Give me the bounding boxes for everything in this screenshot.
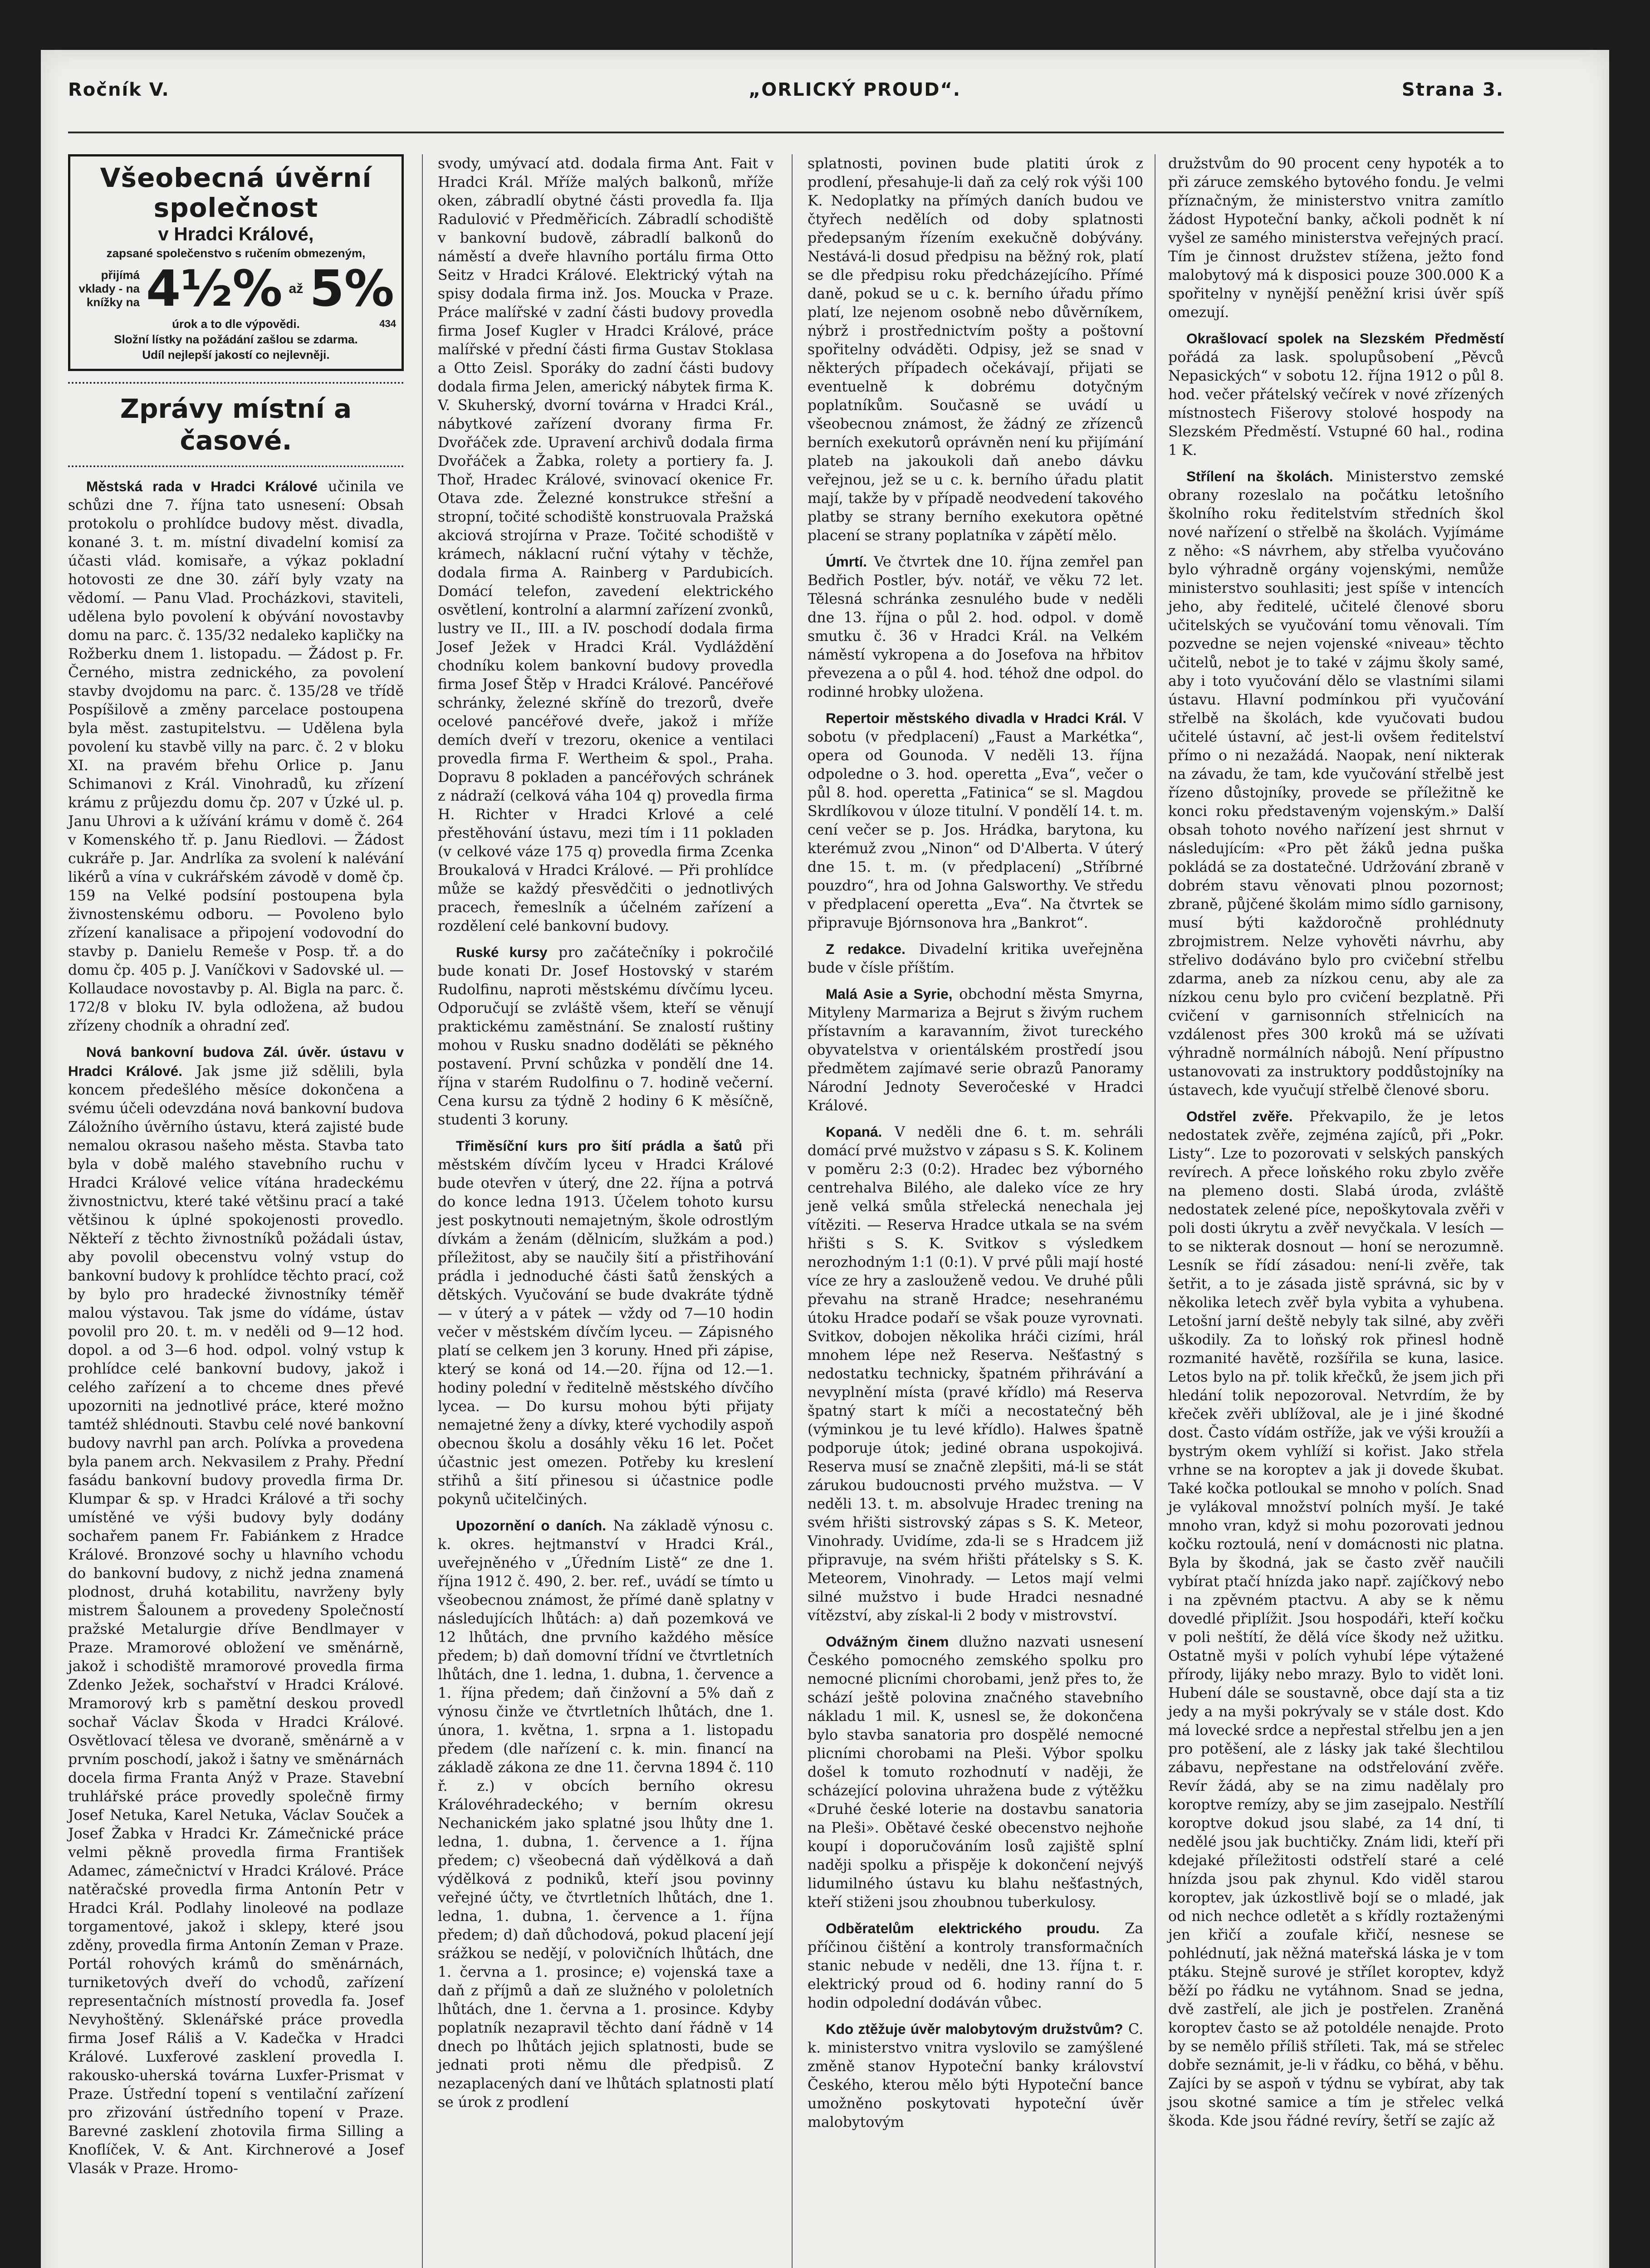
article-text: učinila ve schůzi dne 7. října tato usnesení: Obsah protokolu o prohlídce budovy měst. divadla, konané 3. t. m. místní divadelní komisí za účasti vlád. komisaře, a výkaz pokladní hotovosti ze dne 30. září byly vzaty na vědomí. — Panu Vlad. Procházkovi, staviteli, udělena bylo povolení k obývání novostavby domu na parc. č. 135/32 nedaleko kapličky na Rožberku dnem 1. listopadu. — Žádost p. Fr. Černého, mistra zednického, za povolení stavby dvojdomu na parc. č. 135/28 ve třídě Pospíšilově a změny parcelace postoupena byla měst. zastupitelstvu. — Udělena byla povolení ku stavbě villy na parc. č. 2 v bloku XI. na pravém břehu Orlice p. Janu Schimanovi z Král. Vinohradů, ku zřízení krámu z průjezdu domu čp. 207 v Úzké ul. p. Janu Uhrovi a k užívání krámu v domě č. 264 v Komenského tř. p. Janu Riedlovi. — Žádost cukráře p. Jar. Andrlíka za svolení k nalévání likérů a vína v cukrářském závodě v domě čp. 159 na Velké podsíní postoupena byla živnostenskému odboru. — Povoleno bylo zřízení kanalisace a připojení vodovodní do stavby p. Danielu Remeše v Posp. tř. a do domu čp. 405 p. J. Vaníčkovi v Sadovské ul. — Kollaudace novostavby p. Al. Bigla na parc. č. 172/8 v bloku IV. byla odložena, až budou zřízeny chodník a ohradní zeď.: [68, 479, 404, 1034]
article-lead: Upozornění o daních.: [456, 1517, 607, 1534]
article-lead: Nová bankovní budova Zál. úvěr. ústavu v Hradci Králové.: [68, 1044, 404, 1079]
column-1: [68, 154, 404, 2179]
article: [438, 154, 774, 936]
ad-best: Udíl nejlepší jakostí co nejlevněji.: [142, 348, 330, 362]
article-text: Divadelní kritika uveřejněna bude v čísle příštím.: [808, 941, 1143, 976]
article: [808, 1633, 1143, 1912]
article-text: obchodní města Smyrna, Mityleny Marmariza a Bejrut s živým ruchem přístavním a karavanním, život tureckého obyvatelstva v orientálském prostředí jsou předmětem zajímavé serie obrazů Panoramy Národní Jednoty Severočeské v Hradci Králové.: [808, 986, 1143, 1114]
section-heading-box: [68, 382, 404, 467]
article: [68, 1043, 404, 2178]
ad-rate-and: až: [289, 281, 304, 296]
article-lead: Odvážným činem: [826, 1633, 949, 1650]
article-text: Překvapilo, že je letos nedostatek zvěře, zejména zajíců, při „Pokr. Listy“. Lze to pozorovati v selských panských revírech. A přece loňského roku zbylo zvěře na plemeno dosti. Slabá úroda, zvláště nedostatek zelené píce, nepoškytovala zvěři v poli dosti úkrytu a zvěř nevyčkala. V lesích — to se nikterak dosnout — honí se nerozumně. Lesník se řídí zásadou: není-li zvěře, tak šetřit, a to je zásada jistě správná, sic by v několika letech zvěř byla vybita a vyhubena. Letošní jarní deště nebyly tak silné, aby zvěři uškodily. Za to loňský rok přinesl hodně rozmanité havětě, rozšířila se kuna, lasice. Letos bylo na př. tolik křečků, že jsem jich při hledání tolik nepozoroval. Netvrdím, že by křeček zvěři ublížoval, ale je i jiné škodné dost. Často vídám ostříže, jak ve výši kroužíi a bystrým okem vyhlíží si kořist. Jako střela vrhne se na koroptev a jak ji dovede škubat. Také kočka potloukal se mnoho v polích. Snad je vylákoval množství polních myší. Je také mnoho vran, když si mohu pozorovati jednou kočku roztoulá, není v domácnosti nic platna. Byla by škodná, jak se často zvěř naučili vybírat ptačí hnízda jako např. zajíčkový nebo i na zpěvném ptactvu. A aby se k němu dovedlé připlížit. Jsou hospodáři, kteří kočku v poli neštítí, že dělá více škody než užitku. Ostatně myši v polích vyhubí lépe výtažené přírody, lijáky nebo mrazy. Bylo to vidět loni. Hubení dále se soustavně, obce dají sta a tiz jedy a na myši pokrývaly se v stále dost. Kdo má lovecké srdce a nepřestal střelbu jen a jen pro potěšení, ale z lásky jak také šlechtilou zábavu, nepřestane na odstřelování zvěře. Revír žádá, aby se na zimu nadělaly pro koroptve remízy, aby se jim zasejpalo. Nestřílí koroptve dokud jsou slabé, za 14 dní, ti nedělé jsou jak buchtičky. Znám lidi, kteří při kdejaké příležitosti odstřelí staré a celé hnízda jsou pak zhynul. Kdo viděl starou koroptev, jak úzkostlivě bojí se o mladé, jak od nich nechce odletět a s křídly roztaženými jen křičí a zoufale křičí, nesnese se pohlédnutí, jak něžná mateřská láska je v tom ptáku. Stejně surové je střílet koroptev, když běží po řádku ne vytáhnom. Snad se jedna, dvě zastřelí, ale jich je postřelen. Zraněná koroptev často se až potoldéle nenajde. Proto by se nemělo příliš stříleti. Tak, má se střelec dobře seznámit, je-li v řádku, co běhá, v běhu. Zajíci by se aspoň v týdnu se vybírat, aby tak jsou skotné samice a tím je střelec velká škoda. Kde jsou řádné revíry, šetří se zajíc až: [1168, 1109, 1504, 2129]
article: [808, 154, 1143, 545]
column-2: [438, 154, 774, 2113]
article-lead: Kopaná.: [826, 1124, 882, 1140]
article-text: dlužno nazvati usnesení Českého pomocného zemského spolku pro nemocné plicními chorobami, jenž přes to, že schází ještě polovina značného stavebního nákladu 1 mil. K, usnesl se, že dokončena bylo stavba sanatoria pro dospělé nemocné plicními chorobami na Pleši. Výbor spolku došel k tomuto rozhodnutí v naději, že scházející polovina uhražena bude z výtěžku «Druhé české loterie na dostavbu sanatoria na Pleši». Obětavé české obecenstvo nejhoňe koupí i doporučováním losů zajiště splní naději spolku a přispěje k dokončení nejvýš lidumilného ústavu ku blahu nešťastných, kteří stiženi jsou zhoubnou tuberkulosy.: [808, 1634, 1144, 1911]
article-text: splatnosti, povinen bude platiti úrok z prodlení, přesahuje-li daň za celý rok výši 100 K. Nedoplatky na přímých daních budou ve čtyřech nedělích od doby splatnosti předepsaným řízením exekučně dobývány. Nestává-li dosud předpisu na běžný rok, platí se dle předpisu roku předcházejícího. Přímé daně, pokud se u c. k. berního úřadu přímo platí, lze nejenom osobně nebo důvěrníkem, nýbrž i prostřednictvím pošty a poštovní spořitelny odváděti. Odpisy, jež se snad v některých případech očekávají, přijati se eventuelně k dobrému dotyčným poplatníkům. Současně se uvádí u všeobecnou známost, že žádný ze zřízenců berních exekutorů oprávněn není ku přijímání plateb na jakoukoli daň anebo dávku veřejnou, jež se u c. k. berního úřadu platit mají, takže by v případě neodvedení takového platby se strany berního exekutora opětné placení se strany poplatníka v zápětí mělo.: [808, 156, 1143, 544]
ad-city: v Hradci Králové,: [158, 223, 314, 244]
article-text: pořádá za lask. spolupůsobení „Pěvců Nepasických“ v sobotu 12. října 1912 o půl 8. hod. večer přátelský večírek v nové zřízených místnostech Fišerovy stolové hospody na Slezském Předměstí. Vstupné 60 hal., rodina 1 K.: [1168, 349, 1504, 459]
article: [68, 477, 404, 1036]
bank-advertisement: [68, 154, 404, 371]
article: [808, 552, 1143, 702]
article-lead: Z redakce.: [826, 941, 906, 957]
column-divider: [792, 154, 793, 2268]
header-rule: [68, 132, 1504, 133]
article: [438, 943, 774, 1129]
page-number: Strana 3.: [1401, 79, 1504, 100]
article-text: svody, umývací atd. dodala firma Ant. Fait v Hradci Král. Mříže malých balkonů, mříže oken, zábradlí obytné části provedla fa. Ilja Radulović v Předměřicích. Zábradlí schodiště v bankovní budově, zábradlí balkonů do náměstí a dveře hlavního portálu firma Otto Seitz v Hradci Králové. Elektrický výtah na spisy dodala firma inž. Jos. Moucka v Praze. Práce malířské v zadní části budovy provedla firma Josef Kugler v Hradci Králové, práce malířské v přední části firma Gustav Stoklasa a Otto Zeisl. Sporáky do zadní části budovy dodala firma Jelen, americký nábytek firma K. V. Skuherský, dvorní továrna v Hradci Král., nábytkové zařízení dvorany firma Fr. Dvořáček zde. Upravení archivů dodala firma Dvořáček a Žabka, rolety a portiery fa. J. Thoř, Hradec Králové, svinovací okenice Fr. Otava zde. Železné konstrukce střešní a stropní, točité schodiště konstruovala Pražská akciová strojírna v Praze. Točité schodiště v krámech, náklacní ruční výtahy v těchže, dodala firma A. Rainberg v Pardubicích. Domácí telefon, zavedení elektrického osvětlení, kontrolní a alarmní zařízení zvonků, lustry ve II., III. a IV. poschodí dodala firma Josef Ježek v Hradci Král. Vydláždění chodníku kolem bankovní budovy provedla firma Josef Štěp v Hradci Králové. Pancéřové schránky, železné skříně do trezorů, dveře ocelové pancéřové dveře, jakož i mříže demích dveří v trezoru, okenice a ventilaci provedla firma F. Wertheim & spol., Praha. Dopravu 8 pokladen a pancéřových schránek z nádraží (celková váha 104 q) provedla firma H. Richter v Hradci Krlové a celé přestěhování ústavu, mezi tím i 11 pokladen (v celkové váze 175 q) provedla firma Zcenka Broukalová v Hradci Králové. — Při prohlídce může se každý přesvědčiti o jednotlivých pracech, řemeslník a účelném zařízení a rozdělení celé bankovní budovy.: [438, 156, 774, 934]
column-3: [808, 154, 1143, 2133]
ad-interest-line: [78, 316, 394, 332]
article: [808, 940, 1143, 978]
section-title: Zprávy místní a časové.: [120, 393, 352, 456]
article: [438, 1137, 774, 1509]
article-lead: Ruské kursy: [456, 944, 548, 960]
article: [1168, 154, 1504, 322]
article-lead: Repertoir městského divadla v Hradci Král.: [826, 710, 1127, 726]
article: [808, 985, 1143, 1115]
article-lead: Malá Asie a Syrie,: [826, 986, 953, 1002]
article-text: při městském dívčím lyceu v Hradci Králové bude otevřen v úterý, dne 22. října a potrvá do konce ledna 1913. Účelem tohoto kursu jest poskytnouti nemajetným, škole odrostlým dívkám a ženám (dělnicím, služkám a pod.) příležitost, aby se naučily šití a přistřihování prádla i jednoduché části šatů ženských a dětských. Vyučování se bude dvakráte týdně — v úterý a v pátek — vždy od 7—10 hodin večer v městském dívčím lyceu. — Zápisného platí se celkem jen 3 koruny. Hned při zápise, který se koná od 14.—20. října od 12.—1. hodiny polední v ředitelně městského dívčího lycea. — Do kursu mohou býti přijaty nemajetné ženy a dívky, které vychodily aspoň obecnou školu a dosáhly věku 16 let. Počet účastnic jest omezen. Potřeby ku kreslení střihů a šití přinesou si účastnice podle pokynů učitelčiných.: [438, 1138, 774, 1508]
masthead-title: „ORLICKÝ PROUD“.: [749, 79, 961, 100]
ad-accepts: přijímá vklady - na knížky na: [78, 268, 140, 309]
page-header: [68, 70, 1504, 111]
ad-desc: zapsané společenstvo s ručením obmezeným,: [106, 246, 366, 260]
article-text: V neděli dne 6. t. m. sehráli domácí prvé mužstvo v zápasu s S. K. Kolinem v poměru 2:3 (0:2). Hradec bez výborného centrehalva Bilého, ale daleko více ze hry jeně velká smůla střelecká nenechala jej vítěziti. — Reserva Hradce utkala se na svém hřišti s S. K. Svitkov s výsledkem nerozhodným 1:1 (0:1). V prvé půli mají hosté více ze hry a zaslouženě vedou. Ve druhé půli převahu na straně Hradce; nesehranému útoku Hradce podaří se však pouze vyrovnati. Svitkov, dobojen několika hráči cizími, hrál mnohem lépe než Reserva. Nešťastný s nedostatku technicky, špatném přihrávání a nevyplnění místa (pravé křídlo) má Reserva špatný start k míči a necostatečný běh (výminkou je tu levé křídlo). Halwes špatně podporuje útok; jediné obrana uspokojivá. Reserva musí se značně zlepšiti, má-li se stát zárukou budoucnosti prvého mužstva. — V neděli 13. t. m. absolvuje Hradec trening na svém hřišti sistrovský zápas s S. K. Meteor, Vinohrady. Uvidíme, zda-li se s Hradcem již připravuje, na svém hřišti přátelsky s S. K. Meteorem, Vinohrady. — Letos mají velmi silné mužstvo i bude Hradci nesnadné vítězství, aby získal-li 2 body v mistrovství.: [808, 1124, 1143, 1624]
article: [1168, 467, 1504, 1100]
article-text: Na základě výnosu c. k. okres. hejtmanství v Hradci Král., uveřejněného v „Úředním Listě“ ze dne 1. října 1912 č. 490, 2. ber. ref., uvádí se tímto u všeobecnou známost, že přímé daně splatny v následujících lhůtách: a) daň pozemková ve 12 lhůtách, dne prvního každého měsíce předem; b) daň domovní třídní ve čtvrtletních lhůtách, dne 1. ledna, 1. dubna, 1. července a 1. října předem; daň činžovní a 5% daň z výnosu činže ve čtvrtletních lhůtách, dne 1. února, 1. května, 1. srpna a 1. listopadu předem (dle nařízení c. k. min. financí na základě zákona ze dne 11. června 1894 č. 110 ř. z.) v obcích berního okresu Královéhradeckého; v berním okresu Nechanickém jako splatné jsou lhůty dne 1. ledna, 1. dubna, 1. července a 1. října předem; c) všeobecná daň výdělková a daň výdělková z podniků, kteří jsou povinny veřejné účty, ve čtvrtletních lhůtách, dne 1. ledna, 1. dubna, 1. července a 1. října předem; d) daň důchodová, pokud placení její srážkou se nedějí, v polovičních lhůtách, dne 1. června a 1. prosince; e) vojenská taxe a daň z příjmů a daň ze služného v pololetních lhůtách, dne 1. června a 1. prosince. Kdyby poplatník nezapravil těchto daní řádně v 14 dnech po lhůtách jejich splatnosti, bude se jednati proti němu dle předpisů. Z nezaplacených daní ve lhůtách splatnosti platí se úrok z prodlení: [438, 1518, 774, 2111]
ad-rate-row: [78, 259, 394, 318]
ad-title: Všeobecná úvěrní společnost: [100, 162, 372, 223]
article-text: Ministerstvo zemské obrany rozeslalo na počátku letošního školního roku ředitelstvím středních škol nové nařízení o střelbě na školách. Vyjímáme z něho: «S návrhem, aby střelba vyučováno bylo výhradně orgány vojenskými, nemůže ministerstvo souhlasiti; jest spíše v intencích jeho, aby ředitelé, učitelé členové sboru učitelských se vyučování tomu věnovali. Tím pozvedne se nejen vojenské «niveau» těchto učitelů, nebot je to také v zájmu školy samé, aby i toto vyučování dělo se vlastními silami ústavu. Hlavní podmínkou při vyučování střelbě na školách, kde vyučovati budou učitelé ústavní, ač jest-li ovšem ředitelství přímo o ni nezažádá. Naopak, není nikterak na závadu, že tam, kde vyučování střelbě jest řízeno důstojníky, provede se příležitně ke konci roku představeným vojenským.» Další obsah tohoto nového nařízení jest shrnut v následujícím: «Pro pět žáků jedna puška pokládá se za dostatečné. Udržování zbraně v dobrém stavu věnovati plnou pozornost; zbraně, půjčené školám mimo sídlo garnisony, musí býti každoročně prohlédnuty zbrojmistrem. Nelze vyhověti návrhu, aby střelivo dodáváno bylo pro cvičební střelbu zdarma, aneb za nízkou cenu, aby ale za nízkou cenu bylo pro cvičení bezplatně. Při cvičení v garnisonních střelnicích na vzdálenost přes 300 kroků má se užívati výhradně normálních nábojů. Není přípustno ustanovovati za instruktory poddůstojníky na ústavech, kde vyučují střelbě členové sboru.: [1168, 469, 1504, 1099]
volume-label: Ročník V.: [68, 79, 170, 100]
article-lead: Úmrtí.: [826, 553, 867, 570]
article-text: pro začátečníky i pokročilé bude konati Dr. Josef Hostovský v starém Rudolfinu, naproti městskému dívčímu lyceu. Odporučují se zvláště všem, kteří se věnují praktickému zaměstnání. Se znalostí ruštiny mohou v Rusku snadno doděláti se pěkného postavení. První schůzka v pondělí dne 14. října v starém Rudolfinu o 7. hodině večerní. Cena kursu za týdně 2 hodiny 6 K měsíčně, studenti 3 koruny.: [438, 944, 774, 1128]
ad-number: 434: [379, 318, 396, 329]
article: [1168, 1107, 1504, 2131]
article-lead: Odstřel zvěře.: [1186, 1108, 1293, 1124]
ad-free: Složní lístky na požádání zašlou se zdarma.: [114, 332, 358, 346]
article-text: družstvům do 90 procent ceny hypoték a to při záruce zemského bytového fondu. Je velmi příznačným, že ministerstvo vnitra zamítlo žádost Hypoteční banky, ačkoli podnět k ní vyšel ze samého ministerstva veřejných prací. Tím je činnost družstev stížena, ježto fond malobytový má k disposici pouze 300.000 K a spořitelny v nynější peněžní krisi úvěr spíš omezují.: [1168, 156, 1504, 321]
article-text: V sobotu (v předplacení) „Faust a Markétka“, opera od Gounoda. V neděli 13. října odpoledne o 3. hod. operetta „Eva“, večer o půl 8. hod. operetta „Fatinica“ se sl. Magdou Skrdlíkovou v úloze titulní. V pondělí 14. t. m. cení večer se p. Jos. Hrádka, barytona, ku kterémuž zvou „Ninon“ od D'Alberta. V úterý dne 15. t. m. (v předplacení) „Stříbrné pouzdro“, hra od Johna Galsworthy. Ve středu v předplacení operetta „Eva“. Na čtvrtek se připravuje Bjórnsonova hra „Bankrot“.: [808, 710, 1143, 931]
ad-rate-from: 4½%: [146, 259, 283, 318]
article: [1168, 329, 1504, 460]
ad-interest: úrok a to dle výpovědi.: [172, 317, 300, 331]
article: [808, 709, 1143, 933]
article: [808, 1919, 1143, 2013]
article-lead: Střílení na školách.: [1186, 468, 1333, 484]
article-text: Ve čtvrtek dne 10. října zemřel pan Bedřich Postler, býv. notář, ve věku 72 let. Tělesná schránka zesnulého bude v neděli dne 13. října o půl 2. hod. odpol. v domě smutku č. 36 v Hradci Král. na Velkém náměstí vykropena a do Josefova na hřbitov převezena a o půl 4. hod. téhož dne odpol. do rodinné hrobky uložena.: [808, 554, 1143, 700]
ad-rate-to: 5%: [309, 259, 394, 318]
article-text: Za příčinou čištění a kontroly transformačních stanic nebude v neděli, dne 13. října t. r. elektrický proud od 6. hodiny ranní do 5 hodin odpolední dodáván vůbec.: [808, 1921, 1143, 2011]
article-lead: Odběratelům elektrického proudu.: [826, 1920, 1100, 1936]
article-text: C. k. ministerstvo vnitra vyslovilo se zamýšlené změně stanov Hypoteční banky království Českého, kterou mělo býti Hypoteční bance umožněno poskytovati hypoteční úvěr malobytovým: [808, 2021, 1143, 2131]
article-lead: Kdo ztěžuje úvěr malobytovým družstvům?: [826, 2021, 1123, 2037]
article: [808, 1123, 1143, 1625]
article-lead: Městská rada v Hradci Králové: [86, 478, 318, 494]
column-4: [1168, 154, 1504, 2131]
article-lead: Okrašlovací spolek na Slezském Předměstí: [1186, 330, 1504, 347]
article-lead: Třiměsíční kurs pro šití prádla a šatů: [456, 1138, 743, 1154]
article: [438, 1516, 774, 2112]
article-text: Jak jsme již sdělili, byla koncem předešlého měsíce dokončena a svému účeli odevzdána nová bankovní budova Záložního úvěrního ústavu, která zajisté bude nemalou okrasou našeho města. Stavba tato byla v době malého stavebního ruchu v Hradci Králové velice vítána hradeckému živnostnictvu, které také většinu prací a také většinou k úplné spokojenosti provedlo. Někteří z těchto živnostníků požádali ústav, aby povolil obecenstvu volný vstup do bankovní budovy k prohlídce těchto prací, což by bylo pro hradecké živnostníky téměř malou výstavou. Tak jsme do vídáme, ústav povolil pro 20. t. m. v neděli od 9—12 hod. dopol. a od 3—6 hod. odpol. volný vstup k prohlídce celé bankovní budovy, jakož i celého zařízení a to chceme dnes převé upozorniti na jednotlivé práce, které možno tamtéž shlédnouti. Stavbu celé nové bankovní budovy navrhl pan arch. Polívka a provedena byla panem arch. Nekvasilem z Prahy. Přední fasádu bankovní budovy provedla firma Dr. Klumpar & sp. v Hradci Králové a tři sochy umístěné ve výši budovy byly dodány sochařem panem Fr. Fabiánkem z Hradce Králové. Bronzové sochy u hlavního vchodu do bankovní budovy, z nichž jedna znamená plodnost, druhá kotabilitu, navrženy byly mistrem Šalounem a provedeny Společností pražské Metalurgie dříve Bendlmayer v Praze. Mramorové obložení ve směnárně, jakož i schodiště mramorové provedla firma Zdenko Ježek, sochařství v Hradci Králové. Mramorový krb s pamětní deskou provedl sochař Václav Škoda v Hradci Králové. Osvětlovací tělesa ve dvoraně, směnárně a v prvním poschodí, jakož i šatny ve směnárnách docela firma Franta Anýž v Praze. Stavební truhlářské práce provedly společně firmy Josef Netuka, Karel Netuka, Václav Souček a Josef Žabka v Hradci Kr. Zámečnické práce velmi pěkně provedla firma František Adamec, zámečnictví v Hradci Králové. Práce natěračské provedla firma Antonín Petr v Hradci Král. Podlahy linoleové na podlaze torgamentové, jakož i sklepy, které jsou zděny, provedla firma Antonín Zeman v Praze. Portál rohových krámů do směnárnách, turniketových dveří do vchodů, zařízení representačních místností provedla fa. Josef Nevyhoštěný. Sklenářské práce provedla firma Josef Ráliš a V. Kadečka v Hradci Králové. Luxferové zasklení provedla I. rakousko-uherská továrna Luxfer-Prismat v Praze. Ústřední topení s ventilační zařízení pro zřizování ústředního topení v Praze. Barevné zasklení zhotovila firma Silling a Knoflíček, V. & Ant. Kirchnerové a Josef Vlasák v Praze. Hromo-: [68, 1063, 404, 2177]
column-divider: [422, 154, 423, 2268]
article: [808, 2020, 1143, 2132]
